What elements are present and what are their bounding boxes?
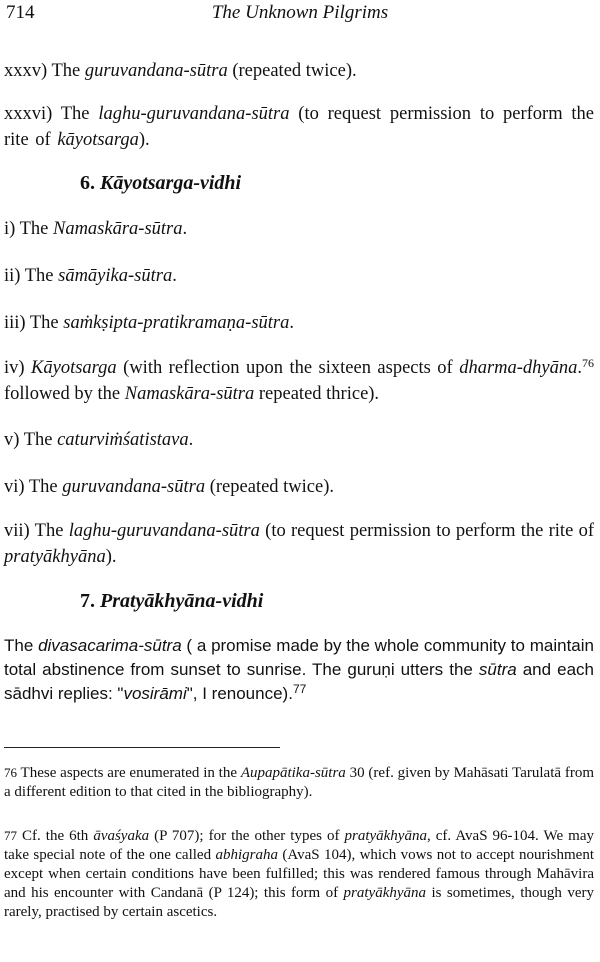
item-term: Kāyotsarga (31, 358, 117, 378)
item-term: dharma-dhyāna (459, 358, 578, 378)
list-item-i (4, 216, 594, 242)
item-text: (to request permission to perform the rite of (4, 104, 594, 150)
list-item-vii (4, 518, 594, 570)
para-text: The (4, 636, 39, 655)
para-term: divasacarima-sūtra (38, 636, 182, 655)
footnote-text: , cf. AvaS 96-104. We may take special note of the one called (4, 828, 594, 863)
footnote-text: is sometimes, though very rarely, practised by certain ascetics. (4, 885, 594, 920)
item-text: . (289, 313, 295, 333)
item-text: (repeated twice). (205, 477, 335, 497)
item-term: kāyotsarga (57, 130, 139, 150)
item-text: followed by the (4, 384, 125, 404)
list-item-ii (4, 263, 594, 289)
list-item-vi (4, 474, 594, 500)
item-text: v) The (4, 430, 58, 450)
item-term: caturviṁśatistava (57, 430, 189, 450)
footnote-number: 76 (4, 765, 17, 780)
footnote-text: 30 (ref. given by Mahāsati Tarulatā from a different edition to that cited in the bibliography). (4, 765, 594, 800)
footnote-ref-76[interactable]: 76 (582, 356, 594, 370)
item-term: Namaskāra-sūtra (124, 384, 255, 404)
item-text: xxxvi) The (4, 104, 99, 124)
footnote-term: pratyākhyāna (343, 885, 427, 901)
running-title: The Unknown Pilgrims (211, 2, 389, 23)
item-term: Namaskāra-sūtra (52, 219, 183, 239)
para-text: and each sādhvi replies: " (4, 660, 594, 703)
item-text: xxxv) The (4, 61, 85, 81)
item-text: iii) The (4, 313, 64, 333)
item-term: guruvandana-sūtra (84, 61, 228, 81)
footnote-term: Aupapātika-sūtra (240, 765, 346, 781)
list-item-xxxvi (4, 101, 594, 153)
section-number: 7. (80, 590, 95, 612)
item-text: ii) The (4, 266, 59, 286)
list-item-xxxv (4, 58, 594, 84)
footnote-77 (4, 826, 594, 922)
item-text: repeated thrice). (254, 384, 380, 404)
list-item-v (4, 427, 594, 453)
para-term: sūtra (478, 660, 517, 679)
item-text: . (182, 219, 188, 239)
item-text: . (172, 266, 177, 286)
footnote-term: āvaśyaka (93, 828, 150, 844)
section-title: Pratyākhyāna-vidhi (100, 590, 264, 612)
item-term: guruvandana-sūtra (62, 477, 206, 497)
footnote-term: abhigraha (215, 847, 278, 863)
list-item-iii (4, 310, 594, 336)
item-text: . (577, 358, 582, 378)
item-term: pratyākhyāna (4, 547, 106, 567)
section-heading-7 (80, 590, 263, 613)
item-text: ). (138, 130, 150, 150)
item-text: ). (105, 547, 117, 567)
item-text: (to request permission to perform the rite of (259, 521, 594, 541)
item-term: laghu-guruvandana-sūtra (98, 104, 290, 124)
footnote-76 (4, 763, 594, 802)
footnote-term: pratyākhyāna (344, 828, 427, 844)
item-term: laghu-guruvandana-sūtra (68, 521, 260, 541)
item-term: saṁkṣipta-pratikramaṇa-sūtra (63, 313, 290, 333)
section-number: 6. (80, 172, 95, 194)
item-term: sāmāyika-sūtra (58, 266, 173, 286)
footnote-text: Cf. the 6th (17, 828, 94, 844)
item-text: . (188, 430, 194, 450)
section-heading-6 (80, 172, 241, 195)
footnote-text: (AvaS 104), which vows not to accept nourishment except when certain conditions have been fulfilled; this was rendered famous through Mahāvira and his encounter with Candanā (P 124); this form of (4, 847, 594, 901)
para-text: ", I renounce). (186, 684, 293, 703)
running-header (0, 2, 600, 30)
item-text: iv) (4, 358, 32, 378)
list-item-iv (4, 355, 594, 407)
footnote-ref-77[interactable]: 77 (292, 682, 307, 696)
footnote-text: These aspects are enumerated in the (17, 765, 241, 781)
section-title: Kāyotsarga-vidhi (100, 172, 242, 194)
para-term: vosirāmi (123, 684, 187, 703)
section-7-paragraph (4, 634, 594, 706)
footnote-separator (4, 747, 280, 748)
item-text: vi) The (4, 477, 63, 497)
para-text: ( a promise made by the whole community to maintain total abstinence from sunset to sunrise. The guruṇi utters the (4, 636, 594, 679)
footnote-number: 77 (4, 828, 17, 843)
item-text: i) The (4, 219, 53, 239)
page-number: 714 (6, 2, 35, 23)
item-text: vii) The (4, 521, 69, 541)
item-text: (with reflection upon the sixteen aspects of (116, 358, 460, 378)
item-text: (repeated twice). (227, 61, 357, 81)
footnote-text: (P 707); for the other types of (149, 828, 345, 844)
